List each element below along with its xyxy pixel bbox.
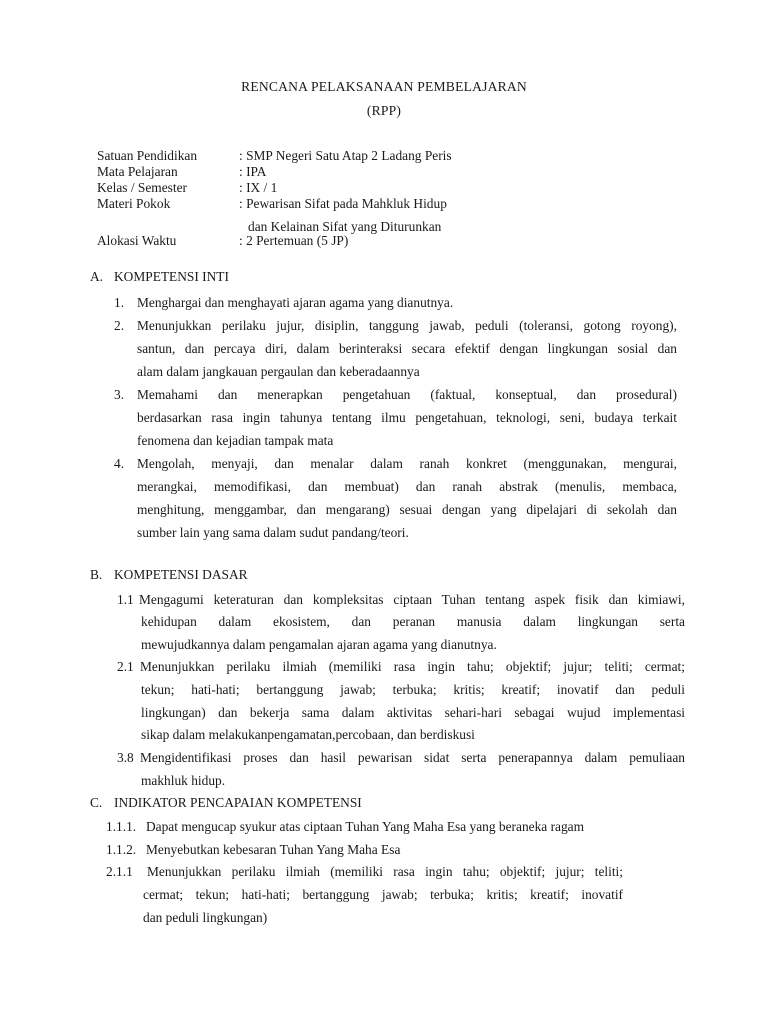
- section-heading: INDIKATOR PENCAPAIAN KOMPETENSI: [114, 795, 362, 810]
- identity-value: : Pewarisan Sifat pada Mahkluk Hidup: [239, 196, 447, 211]
- list-item-line: mewujudkannya dalam pengamalan ajaran agama yang dianutnya.: [141, 637, 497, 652]
- list-number: 2.1: [117, 659, 134, 674]
- document-title: RENCANA PELAKSANAAN PEMBELAJARAN: [241, 79, 527, 94]
- identity-label: Mata Pelajaran: [97, 164, 178, 179]
- list-item-line: makhluk hidup.: [141, 773, 226, 788]
- list-number: 3.8: [117, 750, 134, 765]
- identity-label: Materi Pokok: [97, 196, 171, 211]
- list-item-line: sikap dalam melakukanpengamatan,percobaan, dan berdiskusi: [141, 727, 475, 742]
- list-item-line: Memahami dan menerapkan pengetahuan (faktual, konseptual, dan prosedural): [137, 387, 677, 402]
- section-heading: KOMPETENSI DASAR: [114, 567, 248, 582]
- list-number: 2.: [114, 318, 125, 333]
- list-item-line: Menyebutkan kebesaran Tuhan Yang Maha Esa: [146, 842, 401, 857]
- list-item-line: Mengolah, menyaji, dan menalar dalam ranah konkret (menggunakan, mengurai,: [137, 456, 677, 471]
- list-item-line: Mengidentifikasi proses dan hasil pewarisan sidat serta penerapannya dalam pemuliaan: [140, 750, 685, 765]
- list-item-line: cermat; tekun; hati-hati; bertanggung jawab; terbuka; kritis; kreatif; inovatif: [143, 887, 623, 902]
- list-item-line: sumber lain yang sama dalam sudut pandang/teori.: [137, 525, 409, 540]
- identity-label: Alokasi Waktu: [97, 233, 177, 248]
- list-number: 2.1.1: [106, 864, 133, 879]
- identity-value: : 2 Pertemuan (5 JP): [239, 233, 349, 248]
- list-number: 4.: [114, 456, 125, 471]
- list-item-line: merangkai, memodifikasi, dan membuat) dan ranah abstrak (menulis, membaca,: [137, 479, 677, 494]
- list-number: 1.1: [117, 592, 134, 607]
- list-item-line: Menunjukkan perilaku jujur, disiplin, tanggung jawab, peduli (toleransi, gotong royong),: [137, 318, 677, 333]
- list-item-line: alam dalam jangkauan pergaulan dan keberadaannya: [137, 364, 420, 379]
- document-subtitle: (RPP): [366, 103, 402, 118]
- section-letter: A.: [90, 269, 104, 284]
- list-number: 1.1.2.: [106, 842, 137, 857]
- identity-value: : IX / 1: [239, 180, 278, 195]
- section-letter: B.: [90, 567, 103, 582]
- list-item-line: Menunjukkan perilaku ilmiah (memiliki rasa ingin tahu; objektif; jujur; teliti;: [147, 864, 623, 879]
- identity-label: Satuan Pendidikan: [97, 148, 198, 163]
- list-number: 1.1.1.: [106, 819, 137, 834]
- list-item-line: berdasarkan rasa ingin tahunya tentang ilmu pengetahuan, teknologi, seni, budaya terkait: [137, 410, 677, 425]
- list-item-line: kehidupan dalam ekosistem, dan peranan manusia dalam lingkungan serta: [141, 614, 685, 629]
- list-item-line: fenomena dan kejadian tampak mata: [137, 433, 334, 448]
- list-item-line: Menunjukkan perilaku ilmiah (memiliki rasa ingin tahu; objektif; jujur; teliti; cermat;: [140, 659, 685, 674]
- list-number: 3.: [114, 387, 125, 402]
- list-item-line: menghitung, menggambar, dan mengarang) sesuai dengan yang dipelajari di sekolah dan: [137, 502, 677, 517]
- list-item-line: tekun; hati-hati; bertanggung jawab; terbuka; kritis; kreatif; inovatif dan peduli: [141, 682, 685, 697]
- identity-value-continuation: dan Kelainan Sifat yang Diturunkan: [248, 219, 442, 234]
- list-item-line: Menghargai dan menghayati ajaran agama yang dianutnya.: [137, 295, 454, 310]
- identity-value: : IPA: [239, 164, 267, 179]
- list-item-line: Dapat mengucap syukur atas ciptaan Tuhan Yang Maha Esa yang beraneka ragam: [146, 819, 585, 834]
- section-letter: C.: [90, 795, 103, 810]
- identity-label: Kelas / Semester: [97, 180, 187, 195]
- list-item-line: Mengagumi keteraturan dan kompleksitas ciptaan Tuhan tentang aspek fisik dan kimiawi,: [139, 592, 685, 607]
- list-item-line: dan peduli lingkungan): [143, 910, 268, 925]
- list-item-line: santun, dan percaya diri, dalam berinteraksi secara efektif dengan lingkungan sosial dan: [137, 341, 677, 356]
- identity-value: : SMP Negeri Satu Atap 2 Ladang Peris: [239, 148, 452, 163]
- list-item-line: lingkungan) dan bekerja sama dalam aktivitas sehari-hari sebagai wujud implementasi: [141, 705, 685, 720]
- section-heading: KOMPETENSI INTI: [114, 269, 229, 284]
- list-number: 1.: [114, 295, 125, 310]
